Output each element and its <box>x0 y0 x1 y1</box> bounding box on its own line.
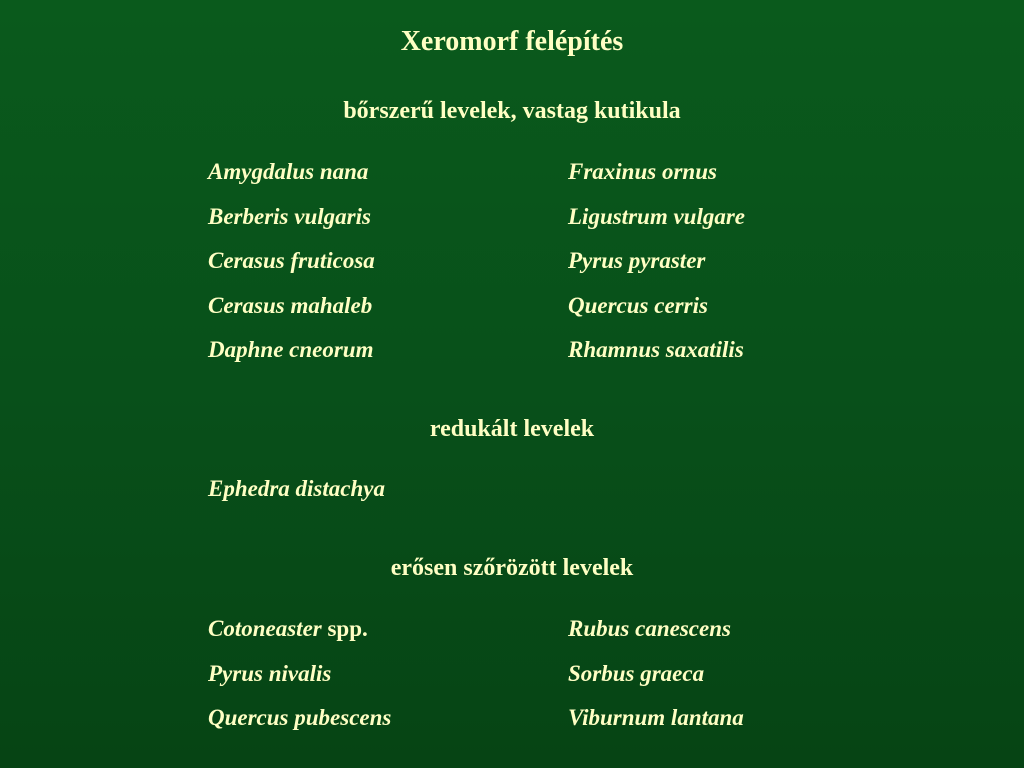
section-1-right-column <box>568 158 745 381</box>
species-item: Pyrus nivalis <box>208 660 332 686</box>
species-item: Cerasus mahaleb <box>208 292 373 318</box>
section-heading-hairy-leaves: erősen szőrözött levelek <box>390 555 634 581</box>
species-item: Quercus pubescens <box>208 705 392 730</box>
species-item: Rubus canescens <box>568 616 731 641</box>
species-item: Ligustrum vulgare <box>568 203 746 229</box>
section-heading-leathery-leaves: bőrszerű levelek, vastag kutikula <box>343 98 681 124</box>
species-item: Ephedra distachya <box>208 476 385 501</box>
species-item: Pyrus pyraster <box>568 248 706 273</box>
species-item: Cerasus fruticosa <box>208 248 375 273</box>
section-2-left-column <box>208 475 385 520</box>
section-3-left-column <box>208 615 391 749</box>
section-3-right-column <box>568 615 744 749</box>
slide-title: Xeromorf felépítés <box>400 26 624 57</box>
species-item: Daphne cneorum <box>208 337 374 362</box>
species-item: Viburnum lantana <box>568 705 744 730</box>
species-item: Rhamnus saxatilis <box>568 337 744 362</box>
species-item: Fraxinus ornus <box>568 159 717 184</box>
species-item: Sorbus graeca <box>568 660 705 686</box>
species-item: Quercus cerris <box>568 292 708 318</box>
species-item <box>208 615 391 660</box>
species-suffix: spp. <box>321 616 368 641</box>
species-genus: Cotoneaster <box>208 616 322 641</box>
section-1-left-column <box>208 158 375 381</box>
species-item: Berberis vulgaris <box>208 203 371 229</box>
species-item: Amygdalus nana <box>208 159 369 184</box>
section-heading-reduced-leaves: redukált levelek <box>429 416 595 442</box>
